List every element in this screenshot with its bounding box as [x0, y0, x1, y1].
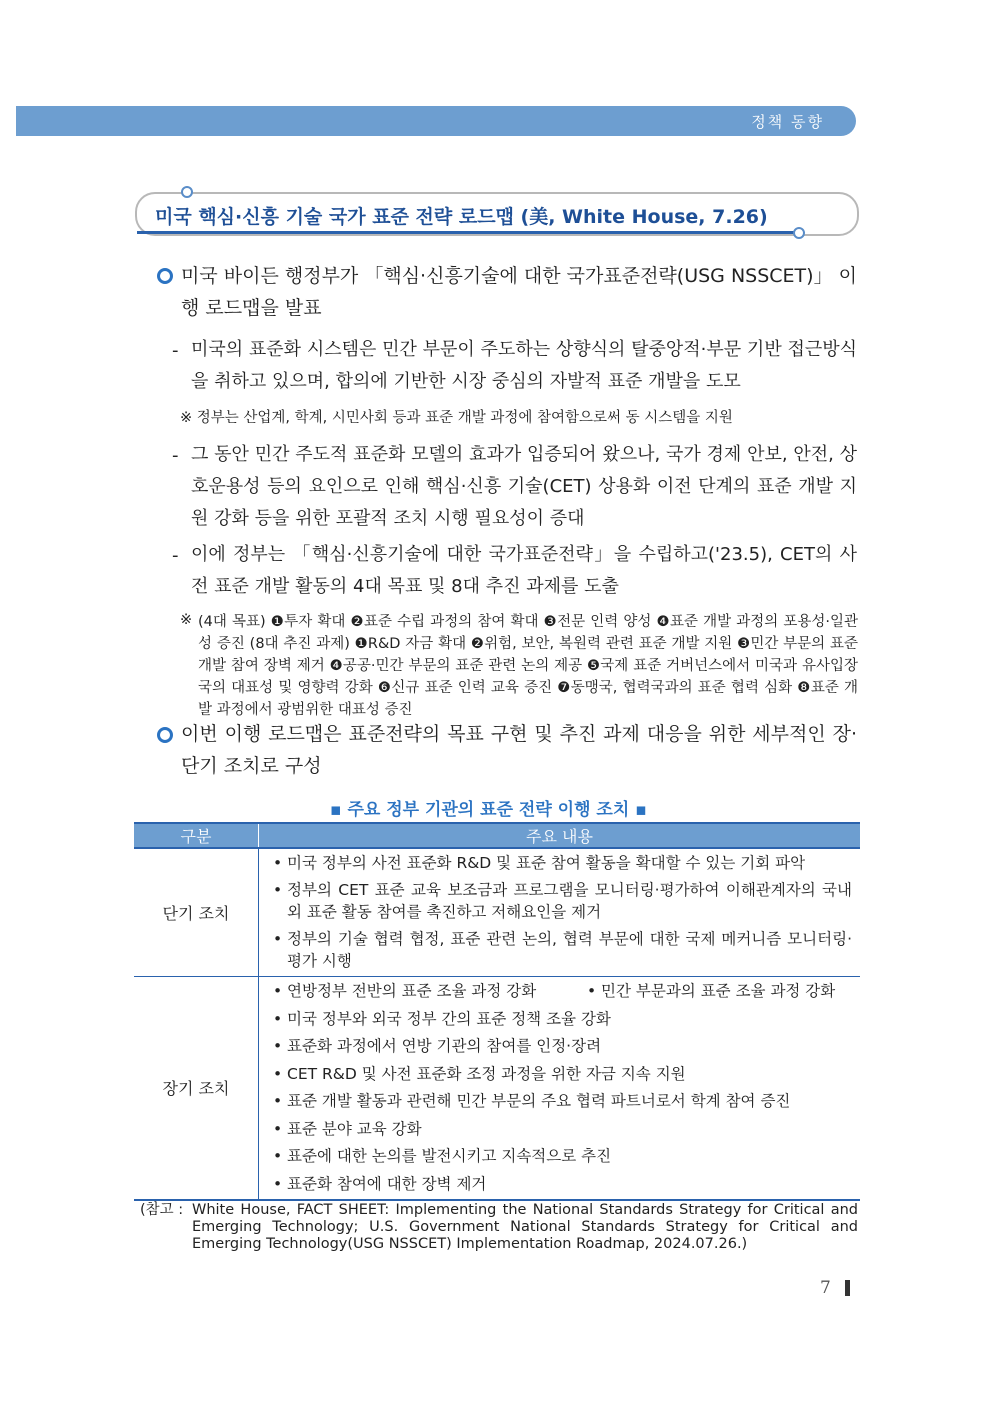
reference-text: White House, FACT SHEET: Implementing the National Standards Strategy for Critical and Emerging Technology; U.S. Government National Standards Strategy for Critical and Emerging Technology(USG NSSCET) Implementation Roadmap, 2024.07.26.): [192, 1202, 858, 1252]
sub-paragraph: 미국의 표준화 시스템은 민간 부문이 주도하는 상향식의 탈중앙적·부문 기반 접근방식을 취하고 있으며, 합의에 기반한 시장 중심의 자발적 표준 개발을 도모: [191, 339, 857, 392]
note-tasks-text: (8대 추진 과제) ❶R&D 자금 확대 ❷위험, 보안, 복원력 관련 표준 개발 지원 ❸민간 부문의 표준 개발 참여 장벽 제거 ❹공공·민간 부문의 표준 관련 논의 제공 ❺국제 표준 거버넌스에서 미국과 유사입장국의 대표성 및 영향력 강화 ❻신규 표준 인력 교육 증진 ❼동맹국, 협력국과의 표준 협력 심화 ❽표준 개발 과정에서 광범위한 대표성 증진: [198, 636, 859, 718]
list-item: • 미국 정부와 외국 정부 간의 표준 정책 조율 강화: [273, 1008, 852, 1030]
list-item: • 미국 정부의 사전 표준화 R&D 및 표준 참여 활동을 확대할 수 있는 기회 파악: [273, 852, 852, 874]
circle-bullet-icon: [157, 268, 173, 284]
dash-marker: -: [172, 545, 179, 566]
column-header-content: 주요 내용: [259, 823, 861, 848]
article-title-box: [135, 192, 859, 236]
row-label-long: 장기 조치: [134, 977, 259, 1200]
note-goals-text: (4대 목표) ❶투자 확대 ❷표준 수립 과정의 참여 확대 ❸전문 인력 양성 ❹표준 개발 과정의 포용성·일관성 증진: [198, 614, 858, 652]
row-label-short: 단기 조치: [134, 848, 259, 977]
bullet-paragraph: 미국 바이든 행정부가 「핵심·신흥기술에 대한 국가표준전략(USG NSSCET)」 이행 로드맵을 발표: [181, 265, 857, 319]
sub-paragraph: 이에 정부는 「핵심·신흥기술에 대한 국가표준전략」을 수립하고('23.5), CET의 사전 표준 개발 활동의 4대 목표 및 8대 추진 과제를 도출: [191, 544, 857, 597]
table-row-long: [134, 977, 860, 1200]
dash-marker: -: [172, 340, 179, 361]
list-item: • 표준화 과정에서 연방 기관의 참여를 인정·장려: [273, 1035, 852, 1057]
list-item: • 표준에 대한 논의를 발전시키고 지속적으로 추진: [273, 1145, 852, 1167]
list-item: • 표준 개발 활동과 관련해 민간 부문의 주요 협력 파트너로서 학계 참여 증진: [273, 1090, 852, 1112]
row-content-short: [259, 848, 861, 977]
title-underline: [137, 231, 797, 234]
column-header-category: 구분: [134, 823, 259, 848]
title-dot-icon: [793, 227, 805, 239]
dash-marker: -: [172, 445, 179, 466]
row-content-long: [259, 977, 861, 1200]
note-text: ※ 정부는 산업계, 학계, 시민사회 등과 표준 개발 과정에 참여함으로써 동 시스템을 지원: [180, 410, 733, 426]
list-item: • 연방정부 전반의 표준 조율 과정 강화: [273, 980, 587, 1002]
section-header-bar: [16, 106, 856, 136]
note-goals: [198, 611, 858, 721]
list-item: • 민간 부문과의 표준 조율 과정 강화: [587, 980, 835, 1002]
list-item: • 표준화 참여에 대한 장벽 제거: [273, 1173, 852, 1195]
circle-bullet-icon: [157, 727, 173, 743]
reference-label: (참고 :: [140, 1202, 184, 1218]
list-item: • 표준 분야 교육 강화: [273, 1118, 852, 1140]
note-mark: ※: [180, 612, 193, 628]
table-row-short: [134, 848, 860, 977]
title-dot-icon: [181, 186, 193, 198]
page-number: 7: [820, 1278, 831, 1298]
sub-paragraph: 그 동안 민간 주도적 표준화 모델의 효과가 입증되어 왔으나, 국가 경제 안보, 안전, 상호운용성 등의 요인으로 인해 핵심·신흥 기술(CET) 상용화 이전 단계의 표준 개발 지원 강화 등을 위한 포괄적 조치 시행 필요성이 증대: [191, 444, 857, 529]
measures-table: [134, 822, 860, 1201]
table-caption: ▪ 주요 정부 기관의 표준 전략 이행 조치 ▪: [330, 800, 647, 820]
page-number-bar: [845, 1280, 850, 1296]
article-title: 미국 핵심·신흥 기술 국가 표준 전략 로드맵 (美, White House, 7.26): [155, 206, 768, 228]
list-item: • 정부의 CET 표준 교육 보조금과 프로그램을 모니터링·평가하여 이해관계자의 국내외 표준 활동 참여를 촉진하고 저해요인을 제거: [273, 879, 852, 923]
list-item: • CET R&D 및 사전 표준화 조정 과정을 위한 자금 지속 지원: [273, 1063, 852, 1085]
list-item: • 정부의 기술 협력 협정, 표준 관련 논의, 협력 부문에 대한 국제 메커니즘 모니터링·평가 시행: [273, 928, 852, 972]
section-label: 정책 동향: [751, 113, 824, 131]
bullet-paragraph: 이번 이행 로드맵은 표준전략의 목표 구현 및 추진 과제 대응을 위한 세부적인 장·단기 조치로 구성: [181, 723, 858, 777]
list-item-pair: [273, 980, 852, 1002]
